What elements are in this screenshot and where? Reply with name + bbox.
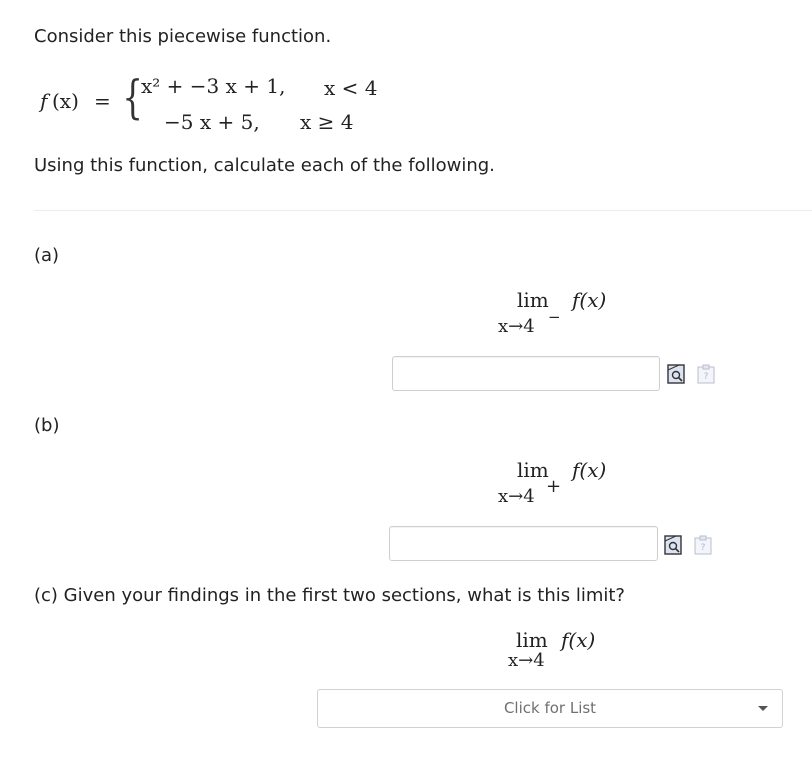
lim-word: lim [517, 288, 549, 312]
lim-approach: x→4 [508, 650, 545, 671]
lim-function: f(x) [561, 628, 596, 652]
preview-icon[interactable] [664, 535, 682, 555]
select-placeholder: Click for List [503, 699, 597, 717]
case1-expression: x² + −3 x + 1, [141, 74, 286, 98]
case2-expression: −5 x + 5, [164, 110, 260, 134]
part-a-answer-input[interactable] [392, 356, 660, 391]
function-name: f [40, 89, 48, 113]
brace-symbol: { [122, 70, 143, 124]
lim-word: lim [516, 628, 548, 652]
part-b-answer-input[interactable] [389, 526, 658, 561]
instruction-text: Using this function, calculate each of the following. [34, 155, 495, 176]
case2-condition: x ≥ 4 [300, 110, 354, 134]
svg-text:?: ? [703, 372, 709, 382]
lim-approach: x→4 [498, 486, 535, 507]
chevron-down-icon [758, 706, 768, 711]
preview-icon[interactable] [667, 364, 685, 384]
svg-text:?: ? [700, 543, 706, 553]
lim-side: − [548, 308, 561, 326]
lim-function: f(x) [572, 458, 607, 482]
lim-side: + [546, 476, 562, 497]
divider [34, 210, 812, 211]
help-icon[interactable] [697, 364, 715, 384]
intro-text: Consider this piecewise function. [34, 26, 332, 47]
equals-sign: = [94, 89, 111, 113]
part-b-label: (b) [34, 415, 60, 436]
part-a-label: (a) [34, 245, 60, 266]
function-arg: (x) [52, 89, 79, 113]
lim-word: lim [517, 458, 549, 482]
piecewise-function [40, 66, 400, 136]
part-c-label: (c) Given your findings in the first two sections, what is this limit? [34, 585, 625, 606]
lim-function: f(x) [572, 288, 607, 312]
case1-condition: x < 4 [324, 76, 378, 100]
lim-approach: x→4 [498, 316, 535, 337]
part-c-select[interactable] [317, 689, 783, 728]
help-icon[interactable] [694, 535, 712, 555]
